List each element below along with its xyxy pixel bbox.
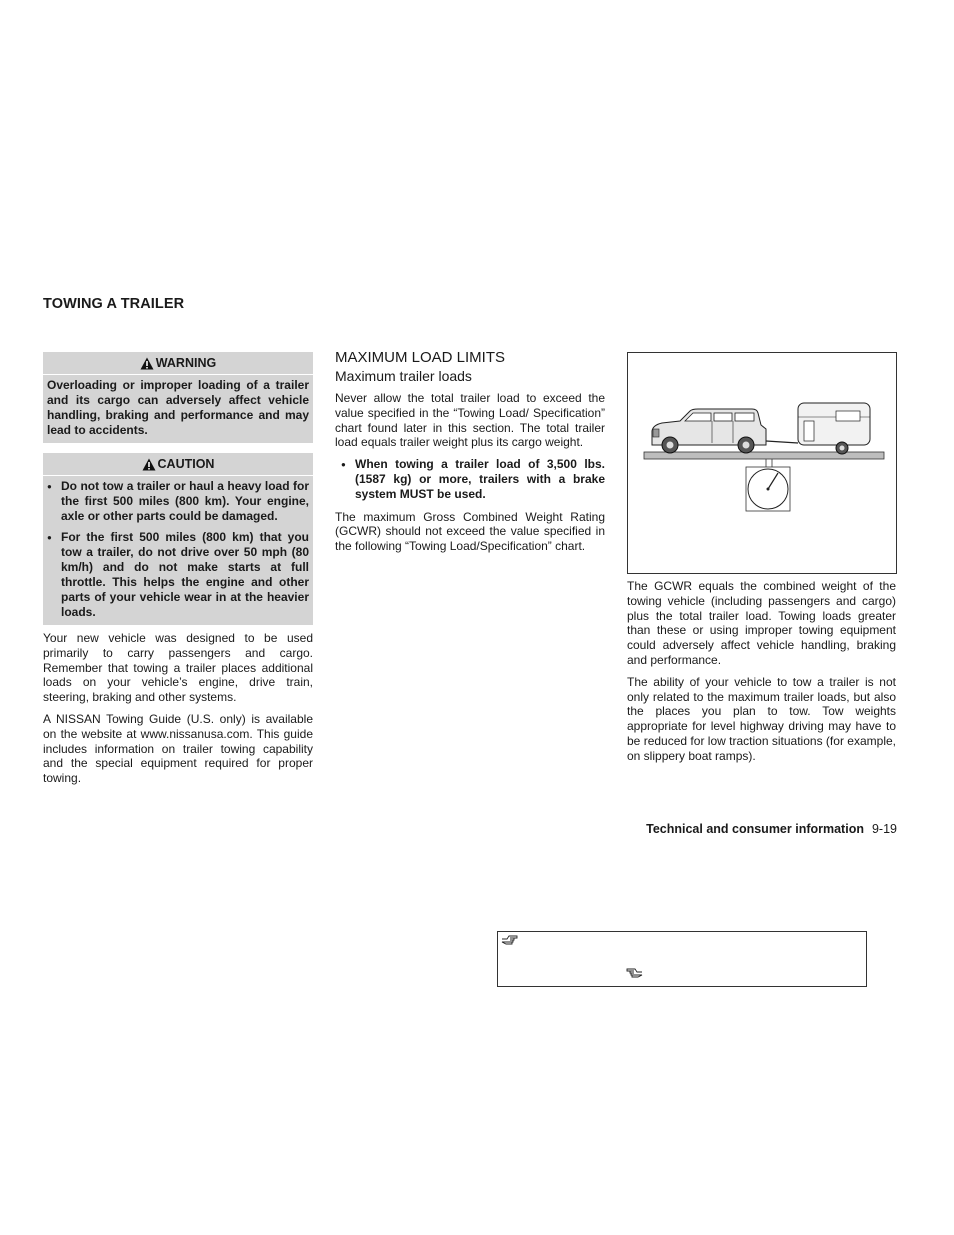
warning-box	[43, 352, 313, 443]
paragraph: A NISSAN Towing Guide (U.S. only) is available on the website at www.nissanusa.com. This guide includes information on trailer towing capability and the special equipment required for proper towing.	[43, 711, 313, 786]
paragraph: Your new vehicle was designed to be used primarily to carry passengers and cargo. Remember that towing a trailer places additional loads on your vehicle’s engine, drive train, steering, braking and other systems.	[43, 631, 313, 705]
page-number: 9-19	[871, 822, 897, 836]
warning-triangle-icon	[140, 357, 154, 370]
subsection-subheading: Maximum trailer loads	[335, 368, 472, 384]
section-title: TOWING A TRAILER	[43, 296, 185, 312]
left-body	[43, 631, 313, 786]
pointing-hand-icon	[501, 934, 519, 946]
caution-header	[43, 453, 313, 476]
brake-requirement-bullet: ● When towing a trailer load of 3,500 lbs. (1587 kg) or more, trailers with a brake system MUST be used.	[341, 457, 605, 501]
paragraph: The GCWR equals the combined weight of the towing vehicle (including passengers and cargo) plus the total trailer load. Towing loads greater than these or using improper towing equipment could adversely affect vehicle handling, braking and performance.	[627, 579, 896, 667]
vehicle-trailer-scale-illustration	[627, 352, 897, 574]
right-column	[627, 579, 896, 771]
warning-triangle-icon	[142, 458, 156, 471]
page-footer	[577, 822, 897, 836]
caution-list	[43, 476, 313, 625]
middle-column	[335, 349, 605, 561]
caution-box	[43, 453, 313, 625]
footer-section: Technical and consumer information	[646, 822, 864, 836]
paragraph: The ability of your vehicle to tow a trailer is not only related to the maximum trailer loads, but also the places you plan to tow. Tow weights appropriate for level highway driving may have to be reduced for low traction situations (for example, on slippery boat ramps).	[627, 674, 896, 763]
warning-label: WARNING	[155, 355, 217, 370]
warning-header	[43, 352, 313, 375]
caution-item: ● Do not tow a trailer or haul a heavy load for the first 500 miles (800 km). Your engine, axle or other parts could be damaged.	[47, 479, 309, 524]
caution-label: CAUTION	[157, 456, 215, 471]
paragraph: The maximum Gross Combined Weight Rating (GCWR) should not exceed the value specified in the following “Towing Load/Specification” chart.	[335, 509, 605, 554]
caution-item: ● For the first 500 miles (800 km) that you tow a trailer, do not drive over 50 mph (80 km/h) and do not make starts at full throttle. This helps the engine and other parts of your vehicle wear in at the heavier loads.	[47, 530, 309, 620]
pointing-hand-icon	[625, 967, 643, 979]
left-column	[43, 352, 313, 793]
note-box	[497, 931, 867, 987]
warning-text: Overloading or improper loading of a trailer and its cargo can adversely affect vehicle handling, braking and performance and may lead to accidents.	[47, 378, 309, 437]
paragraph: Never allow the total trailer load to exceed the value specified in the “Towing Load/ Specification” chart found later in this section. The total trailer load equals trailer weight plus its cargo weight.	[335, 391, 605, 450]
subsection-heading: MAXIMUM LOAD LIMITS	[335, 349, 506, 366]
